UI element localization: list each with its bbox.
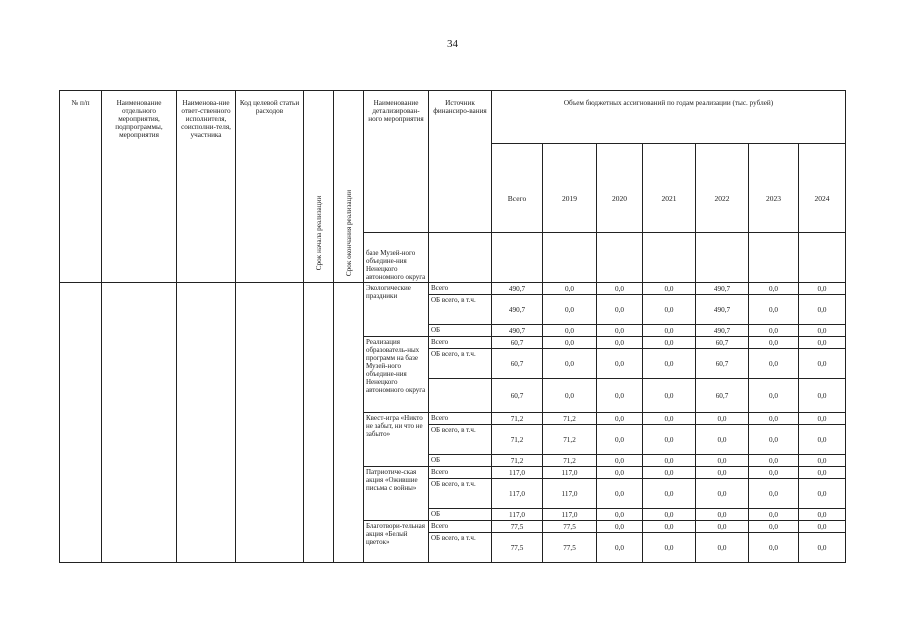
value-cell: 0,0 — [543, 325, 597, 337]
funding-source: ОБ всего, в т.ч. — [429, 533, 492, 563]
table-row — [60, 283, 846, 295]
value-cell: 117,0 — [492, 509, 543, 521]
body-col-code — [236, 283, 304, 563]
value-cell: 0,0 — [597, 349, 643, 379]
value-cell: 71,2 — [543, 413, 597, 425]
event-name: Реализация образователь-ных программ на базе Музей-ного объедине-ния Ненецкого автономного округа — [364, 337, 429, 413]
header-col-end-text: Срок окончания реализации — [344, 189, 353, 277]
value-cell: 0,0 — [749, 509, 799, 521]
value-cell: 0,0 — [799, 283, 846, 295]
value-cell: 117,0 — [492, 479, 543, 509]
value-cell: 0,0 — [543, 283, 597, 295]
value-cell: 0,0 — [696, 479, 749, 509]
value-cell: 0,0 — [749, 467, 799, 479]
value-cell: 0,0 — [696, 467, 749, 479]
header-col-source: Источник финансиро-вания — [429, 91, 492, 233]
value-cell: 0,0 — [643, 413, 696, 425]
header-col-volume: Объем бюджетных ассигнований по годам реализации (тыс. рублей) — [492, 91, 846, 144]
header-year-total: Всего — [492, 144, 543, 233]
value-cell: 0,0 — [799, 509, 846, 521]
value-cell: 71,2 — [492, 413, 543, 425]
value-cell: 0,0 — [643, 479, 696, 509]
value-cell: 0,0 — [799, 521, 846, 533]
value-cell: 0,0 — [749, 283, 799, 295]
event-name: Благотвори-тельная акция «Белый цветок» — [364, 521, 429, 563]
value-cell: 71,2 — [492, 425, 543, 455]
value-cell: 117,0 — [543, 467, 597, 479]
value-cell: 0,0 — [597, 413, 643, 425]
value-cell: 0,0 — [597, 467, 643, 479]
value-cell: 0,0 — [749, 455, 799, 467]
value-cell: 0,0 — [799, 455, 846, 467]
header-col-end — [334, 91, 364, 283]
value-cell: 0,0 — [597, 295, 643, 325]
value-cell: 0,0 — [749, 295, 799, 325]
continuation-source — [429, 233, 492, 283]
continuation-cell — [597, 233, 643, 283]
value-cell: 60,7 — [696, 349, 749, 379]
value-cell: 490,7 — [696, 295, 749, 325]
value-cell: 0,0 — [597, 509, 643, 521]
value-cell: 0,0 — [643, 337, 696, 349]
funding-source: ОБ всего, в т.ч. — [429, 479, 492, 509]
value-cell: 0,0 — [643, 455, 696, 467]
event-name: Экологические праздники — [364, 283, 429, 337]
value-cell: 71,2 — [543, 425, 597, 455]
funding-source — [429, 379, 492, 413]
value-cell: 0,0 — [799, 467, 846, 479]
value-cell: 0,0 — [799, 533, 846, 563]
value-cell: 0,0 — [543, 295, 597, 325]
value-cell: 77,5 — [492, 521, 543, 533]
value-cell: 0,0 — [799, 295, 846, 325]
value-cell: 0,0 — [643, 521, 696, 533]
header-col-name: Наименование отдельного мероприятия, подпрограммы, мероприятия — [102, 91, 177, 283]
value-cell: 0,0 — [749, 521, 799, 533]
funding-source: Всего — [429, 283, 492, 295]
value-cell: 0,0 — [696, 425, 749, 455]
header-year-2021: 2021 — [643, 144, 696, 233]
body-col-start — [304, 283, 334, 563]
header-col-exec: Наименова-ние ответ-ственного исполнителя, соисполни-теля, участника — [177, 91, 236, 283]
continuation-cell — [492, 233, 543, 283]
continuation-cell — [799, 233, 846, 283]
value-cell: 0,0 — [597, 455, 643, 467]
value-cell: 0,0 — [597, 337, 643, 349]
header-row-1 — [60, 91, 846, 144]
value-cell: 0,0 — [696, 533, 749, 563]
continuation-text: базе Музей-ного объедине-ния Ненецкого автономного округа — [364, 233, 429, 283]
funding-source: Всего — [429, 337, 492, 349]
value-cell: 0,0 — [799, 425, 846, 455]
value-cell: 0,0 — [643, 325, 696, 337]
header-col-num: № п/п — [60, 91, 102, 283]
value-cell: 60,7 — [696, 379, 749, 413]
value-cell: 60,7 — [492, 337, 543, 349]
value-cell: 0,0 — [799, 413, 846, 425]
value-cell: 0,0 — [597, 533, 643, 563]
value-cell: 0,0 — [799, 479, 846, 509]
body-col-num — [60, 283, 102, 563]
value-cell: 490,7 — [492, 283, 543, 295]
event-name: Патриотиче-ская акция «Ожившие письма с войны» — [364, 467, 429, 521]
header-col-start — [304, 91, 334, 283]
value-cell: 0,0 — [643, 379, 696, 413]
value-cell: 0,0 — [696, 509, 749, 521]
value-cell: 0,0 — [643, 349, 696, 379]
funding-source: ОБ всего, в т.ч. — [429, 349, 492, 379]
value-cell: 0,0 — [749, 413, 799, 425]
value-cell: 490,7 — [492, 295, 543, 325]
value-cell: 0,0 — [799, 349, 846, 379]
value-cell: 490,7 — [696, 283, 749, 295]
value-cell: 0,0 — [597, 283, 643, 295]
value-cell: 117,0 — [543, 509, 597, 521]
value-cell: 490,7 — [696, 325, 749, 337]
body-col-exec — [177, 283, 236, 563]
value-cell: 0,0 — [643, 283, 696, 295]
value-cell: 60,7 — [492, 349, 543, 379]
value-cell: 0,0 — [749, 379, 799, 413]
header-year-2024: 2024 — [799, 144, 846, 233]
value-cell: 490,7 — [492, 325, 543, 337]
value-cell: 0,0 — [643, 467, 696, 479]
value-cell: 0,0 — [799, 337, 846, 349]
value-cell: 0,0 — [749, 349, 799, 379]
value-cell: 0,0 — [749, 425, 799, 455]
funding-source: Всего — [429, 467, 492, 479]
body-col-name — [102, 283, 177, 563]
value-cell: 0,0 — [643, 509, 696, 521]
value-cell: 0,0 — [749, 533, 799, 563]
funding-source: ОБ — [429, 455, 492, 467]
value-cell: 0,0 — [643, 295, 696, 325]
value-cell: 0,0 — [597, 379, 643, 413]
page-number: 34 — [447, 38, 458, 50]
header-year-2023: 2023 — [749, 144, 799, 233]
funding-source: ОБ всего, в т.ч. — [429, 295, 492, 325]
value-cell: 0,0 — [643, 533, 696, 563]
value-cell: 71,2 — [543, 455, 597, 467]
value-cell: 77,5 — [543, 521, 597, 533]
value-cell: 0,0 — [543, 349, 597, 379]
value-cell: 0,0 — [799, 325, 846, 337]
value-cell: 0,0 — [543, 379, 597, 413]
value-cell: 0,0 — [597, 479, 643, 509]
funding-source: Всего — [429, 413, 492, 425]
value-cell: 0,0 — [749, 337, 799, 349]
value-cell: 60,7 — [696, 337, 749, 349]
header-year-2019: 2019 — [543, 144, 597, 233]
continuation-cell — [696, 233, 749, 283]
budget-table — [59, 90, 846, 563]
funding-source: ОБ всего, в т.ч. — [429, 425, 492, 455]
value-cell: 0,0 — [597, 425, 643, 455]
funding-source: Всего — [429, 521, 492, 533]
value-cell: 71,2 — [492, 455, 543, 467]
value-cell: 0,0 — [696, 521, 749, 533]
funding-source: ОБ — [429, 509, 492, 521]
value-cell: 0,0 — [643, 425, 696, 455]
value-cell: 0,0 — [597, 325, 643, 337]
value-cell: 0,0 — [696, 455, 749, 467]
event-name: Квест-игра «Никто не забыт, ни что не забыто» — [364, 413, 429, 467]
header-col-code: Код целевой статьи расходов — [236, 91, 304, 283]
continuation-cell — [543, 233, 597, 283]
value-cell: 77,5 — [492, 533, 543, 563]
value-cell: 0,0 — [696, 413, 749, 425]
value-cell: 117,0 — [492, 467, 543, 479]
value-cell: 60,7 — [492, 379, 543, 413]
header-col-detail: Наименование детализирован-ного мероприятия — [364, 91, 429, 233]
header-year-2020: 2020 — [597, 144, 643, 233]
value-cell: 117,0 — [543, 479, 597, 509]
value-cell: 0,0 — [749, 479, 799, 509]
value-cell: 0,0 — [597, 521, 643, 533]
value-cell: 0,0 — [543, 337, 597, 349]
header-col-start-text: Срок начала реализации — [314, 195, 323, 271]
value-cell: 0,0 — [799, 379, 846, 413]
value-cell: 0,0 — [749, 325, 799, 337]
continuation-cell — [749, 233, 799, 283]
body-col-end — [334, 283, 364, 563]
header-year-2022: 2022 — [696, 144, 749, 233]
continuation-cell — [643, 233, 696, 283]
funding-source: ОБ — [429, 325, 492, 337]
value-cell: 77,5 — [543, 533, 597, 563]
